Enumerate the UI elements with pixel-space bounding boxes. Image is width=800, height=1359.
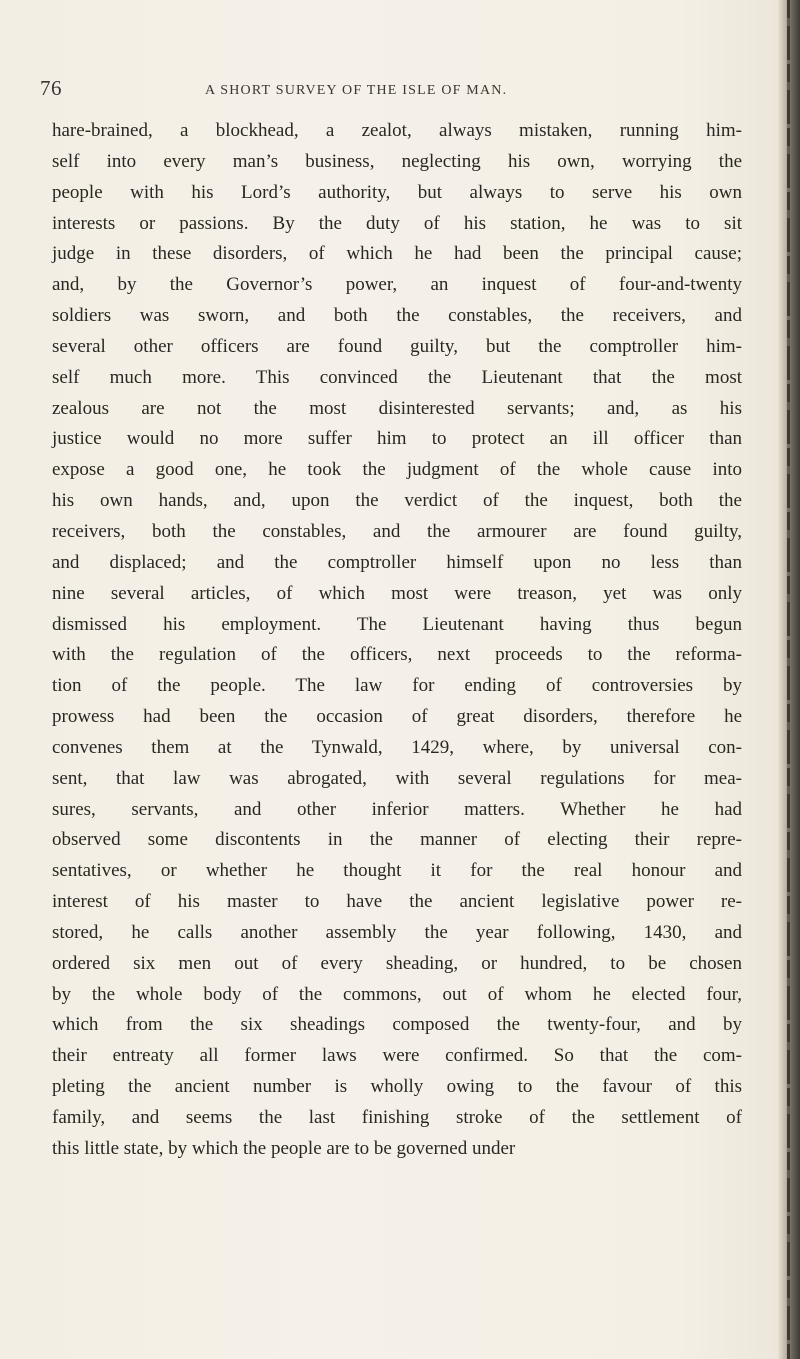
text-line: soldiers was sworn, and both the constables, the receivers, and [52,305,742,327]
text-line: stored, he calls another assembly the year following, 1430, and [52,921,742,943]
text-line: interest of his master to have the ancient legislative power re- [52,891,742,913]
text-line: pleting the ancient number is wholly owing to the favour of this [52,1076,742,1098]
text-line: self much more. This convinced the Lieutenant that the most [52,366,742,388]
text-line: this little state, by which the people are to be governed under [52,1137,516,1159]
text-line: which from the six sheadings composed the twenty-four, and by [52,1014,742,1036]
text-line: expose a good one, he took the judgment of the whole cause into [52,459,742,481]
text-line: prowess had been the occasion of great disorders, therefore he [52,706,742,728]
text-line: and, by the Governor’s power, an inquest of four-and-twenty [52,274,742,296]
text-line: sures, servants, and other inferior matters. Whether he had [52,798,742,820]
body-text [52,116,742,1165]
text-line: convenes them at the Tynwald, 1429, where, by universal con- [52,736,742,758]
text-line: zealous are not the most disinterested servants; and, as his [52,397,742,419]
text-line: several other officers are found guilty, but the comptroller him- [52,335,742,357]
text-line: interests or passions. By the duty of his station, he was to sit [52,212,742,234]
text-line: nine several articles, of which most were treason, yet was only [52,582,742,604]
text-line: and displaced; and the comptroller himself upon no less than [52,551,742,573]
text-line: sent, that law was abrogated, with several regulations for mea- [52,767,742,789]
binding-shadow [787,0,790,1359]
text-line: tion of the people. The law for ending of controversies by [52,675,742,697]
text-line: hare-brained, a blockhead, a zealot, always mistaken, running him- [52,120,742,141]
text-line: ordered six men out of every sheading, or hundred, to be chosen [52,952,742,974]
text-line: his own hands, and, upon the verdict of the inquest, both the [52,490,742,512]
page-header [40,76,765,106]
text-line: observed some discontents in the manner of electing their repre- [52,829,742,851]
text-line: with the regulation of the officers, next proceeds to the reforma- [52,644,742,666]
text-line: their entreaty all former laws were confirmed. So that the com- [52,1045,742,1067]
text-line: receivers, both the constables, and the armourer are found guilty, [52,520,742,542]
text-line: self into every man’s business, neglecting his own, worrying the [52,150,742,172]
text-line: judge in these disorders, of which he had been the principal cause; [52,243,742,265]
text-line: by the whole body of the commons, out of whom he elected four, [52,983,742,1005]
running-title: A SHORT SURVEY OF THE ISLE OF MAN. [205,83,508,98]
text-line: people with his Lord’s authority, but always to serve his own [52,181,742,203]
page-number: 76 [40,76,62,100]
text-line: sentatives, or whether he thought it for the real honour and [52,860,742,882]
text-line: family, and seems the last finishing stroke of the settlement of [52,1107,742,1128]
text-line: justice would no more suffer him to protect an ill officer than [52,428,742,450]
text-line: dismissed his employment. The Lieutenant having thus begun [52,613,742,635]
